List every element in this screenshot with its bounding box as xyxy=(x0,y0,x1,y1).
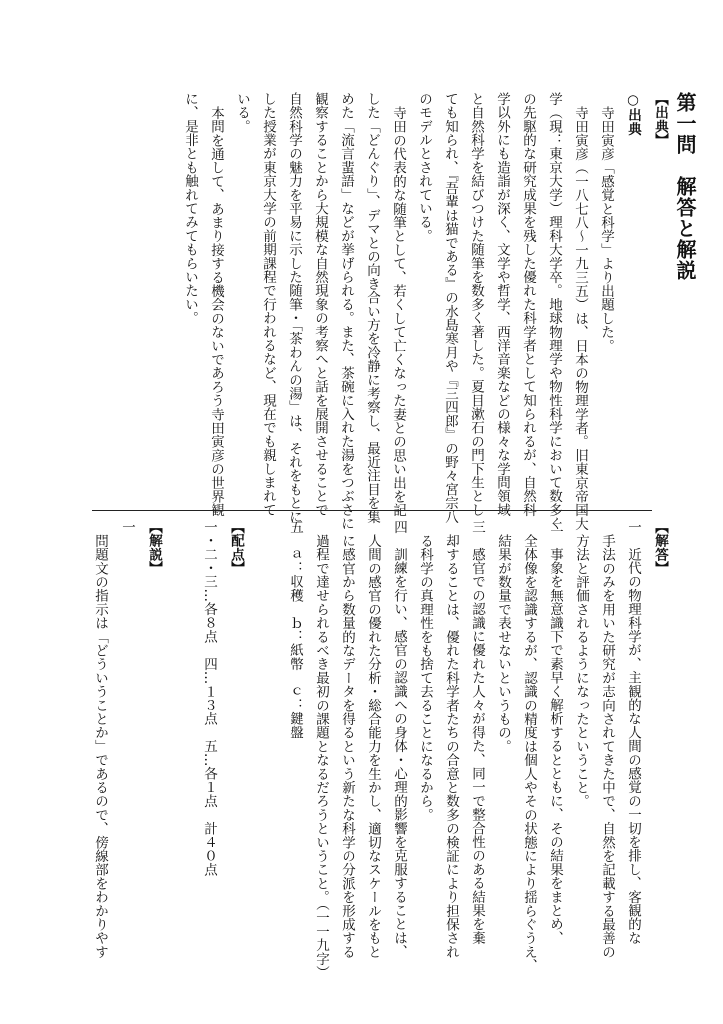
section-divider xyxy=(92,510,652,511)
source-line: 自然科学の魅力を平易に示した随筆・「茶わんの湯」は、それをもとに xyxy=(286,92,302,524)
page-title: 第一問 解答と解説 xyxy=(673,92,697,281)
answer-line: に感官から数量的なデータを得るという新たな科学の分派を形成する xyxy=(339,534,355,959)
source-line: ても知られ、『吾輩は猫である』の水島寒月や『三四郎』の野々宮宗八 xyxy=(442,92,458,524)
source-line: めた「流言蜚語」などが挙げられる。また、茶碗に入れた湯をつぶさに xyxy=(338,92,354,531)
answer-line: 却することは、優れた科学者たちの合意と数多の検証により担保され xyxy=(443,534,459,959)
source-subheading: ○出典 xyxy=(625,92,641,136)
source-line: のモデルとされている。 xyxy=(416,92,432,243)
answer-line: 過程で達せられるべき最初の課題となるだろうということ。（一一九字） xyxy=(313,534,329,980)
answer-line: 四 訓練を行い、感官の認識への身体・心理的影響を克服することは、 xyxy=(391,520,407,959)
source-line: 学以外にも造詣が深く、文学や哲学、西洋音楽などの様々な学問領域 xyxy=(494,92,510,517)
scoring-heading: 【配点】 xyxy=(228,520,244,575)
scoring-line: 一・二・三…各８点 四…１３点 五…各１点 計４０点 xyxy=(201,520,217,877)
source-line: 寺田寅彦「感覚と科学」より出題した。 xyxy=(598,106,614,353)
answer-line: 三 感官での認識に優れた人々が得た、同一で整合性のある結果を棄 xyxy=(469,520,485,945)
answer-line: 五 ａ：収穫 ｂ：紙幣 ｃ：鍵盤 xyxy=(287,520,303,740)
answer-line: 全体像を認識するが、認識の精度は個人やその状態により揺らぐうえ、 xyxy=(521,534,537,973)
source-line: 本問を通して、あまり接する機会のないであろう寺田寅彦の世界観 xyxy=(208,106,224,517)
answer-line: 一 近代の物理科学が、主観的な人間の感覚の一切を排し、客観的な xyxy=(625,520,641,945)
source-heading: 【出典】 xyxy=(652,92,668,147)
answer-line: 人間の感官の優れた分析・総合能力を生かし、適切なスケールをもと xyxy=(365,534,381,959)
source-line: 学（現：東京大学）理科大学卒。地球物理学や物性科学において数多く xyxy=(546,92,562,531)
source-line: 観察することから大規模な自然現象の考察へと話を展開させることで xyxy=(312,92,328,517)
source-line: と自然科学を結びつけた随筆を数多く著した。夏目漱石の門下生とし xyxy=(468,92,484,517)
commentary-heading: 【解説】 xyxy=(146,520,162,575)
source-line: いる。 xyxy=(234,92,250,134)
source-line: 寺田寅彦（一八七八〜一九三五）は、日本の物理学者。旧東京帝国大 xyxy=(572,106,588,531)
commentary-number: 一 xyxy=(119,520,135,534)
source-line: に、是非とも触れてみてもらいたい。 xyxy=(182,92,198,325)
answers-heading: 【解答】 xyxy=(652,520,668,575)
answer-line: る科学の真理性をも捨て去ることになるから。 xyxy=(417,534,433,822)
answer-line: 結果が数量で表せないというもの。 xyxy=(495,534,511,754)
source-line: 寺田の代表的な随筆として、若くして亡くなった妻との思い出を記 xyxy=(390,106,406,517)
source-line: した授業が東京大学の前期課程で行われるなど、現在でも親しまれて xyxy=(260,92,276,517)
answer-line: 方法と評価されるようになったということ。 xyxy=(573,534,589,808)
source-line: の先駆的な研究成果を残した優れた科学者として知られるが、自然科 xyxy=(520,92,536,517)
answer-line: 二 事象を無意識下で素早く解析するとともに、その結果をまとめ、 xyxy=(547,520,563,945)
commentary-line: 問題文の指示は「どういうことか」であるので、傍線部をわかりやす xyxy=(92,534,108,959)
source-line: した「どんぐり」、デマとの向き合い方を冷静に考察し、最近注目を集 xyxy=(364,92,380,524)
answer-line: 手法のみを用いた研究が志向されてきた中で、自然を記載する最善の xyxy=(599,534,615,959)
